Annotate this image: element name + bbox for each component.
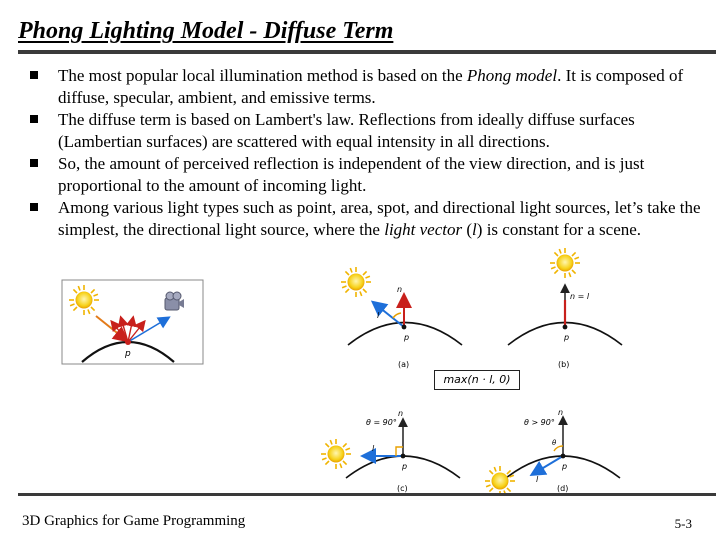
- bullet-item: The diffuse term is based on Lambert's law. Reflections from ideally diffuse surfaces (Lambertian surfaces) are scattered with equal intensity in all directions.: [30, 109, 720, 153]
- svg-text:l: l: [372, 444, 375, 453]
- svg-text:p: p: [562, 462, 568, 471]
- svg-text:p: p: [125, 349, 131, 359]
- formula-box: max(n · l, 0): [434, 370, 520, 390]
- svg-text:θ > 90°: θ > 90°: [524, 418, 555, 427]
- svg-text:p: p: [404, 333, 410, 342]
- footer-course-title: 3D Graphics for Game Programming: [22, 513, 246, 529]
- light-vector: [533, 456, 563, 474]
- panel-a: [341, 267, 462, 369]
- svg-text:l: l: [536, 475, 539, 484]
- scene-panel: [62, 280, 203, 364]
- svg-text:l: l: [377, 311, 380, 320]
- svg-text:(c): (c): [397, 484, 408, 493]
- camera-icon: [165, 292, 184, 310]
- slide-title: Phong Lighting Model - Diffuse Term: [18, 18, 394, 44]
- svg-text:n: n: [398, 409, 404, 418]
- bullet-item: Among various light types such as point, area, spot, and directional light sources, let’s take the simplest, the directional light source, where the light vector (l) is constant for a scene.: [30, 197, 720, 241]
- panel-d: [485, 408, 620, 496]
- bullet-item: The most popular local illumination method is based on the Phong model. It is composed of diffuse, specular, ambient, and emissive terms.: [30, 65, 720, 109]
- svg-text:(b): (b): [558, 360, 570, 369]
- svg-text:θ = 90°: θ = 90°: [366, 418, 397, 427]
- sun-icon: [485, 466, 515, 496]
- sun-icon: [550, 248, 580, 278]
- svg-text:θ: θ: [552, 439, 557, 447]
- theta-arc: [393, 313, 401, 318]
- bullet-item: So, the amount of perceived reflection is independent of the view direction, and is just proportional to the amount of incoming light.: [30, 153, 720, 197]
- svg-text:n = l: n = l: [570, 292, 590, 301]
- svg-text:n: n: [558, 408, 564, 417]
- svg-text:p: p: [402, 462, 408, 471]
- svg-text:(d): (d): [557, 484, 569, 493]
- svg-text:p: p: [564, 333, 570, 342]
- svg-text:n: n: [397, 285, 403, 294]
- panel-c: [321, 409, 460, 493]
- sun-icon: [341, 267, 371, 297]
- page-number: 5-3: [674, 516, 692, 531]
- footer-divider: [18, 493, 716, 496]
- panel-b: [508, 248, 622, 369]
- sun-icon: [321, 439, 351, 469]
- view-ray: [128, 318, 168, 342]
- point-p: [125, 339, 131, 345]
- svg-text:(a): (a): [398, 360, 410, 369]
- sun-icon: [69, 285, 99, 315]
